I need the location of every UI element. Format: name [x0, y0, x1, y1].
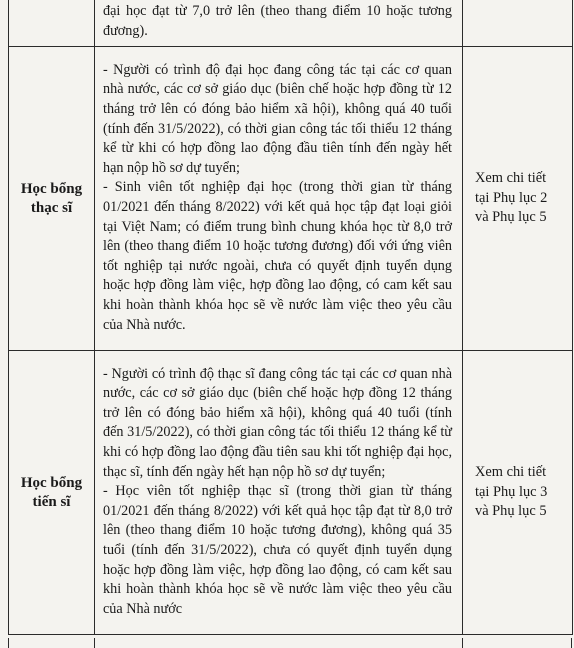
- row-label-line: Học bổng: [20, 180, 83, 197]
- next-row-edge: [8, 638, 572, 648]
- criteria-paragraph: - Sinh viên tốt nghiệp đại học (trong thời gian từ tháng 01/2021 đến tháng 8/2022) với kết quả học tập đạt loại giỏi tại Việt Nam; có điểm trung bình chung khóa học từ 8,0 trở lên (theo thang điểm 10 hoặc tương đương) đối với ứng viên tốt nghiệp tại nước ngoài, chưa có quyết định tuyển dụng hoặc hợp đồng làm việc, hợp đồng lao động, có cam kết sau khi hoàn thành khóa học sẽ về nước làm việc theo yêu cầu của Nhà nước.: [103, 179, 452, 333]
- criteria-cell: [95, 0, 463, 47]
- row-label-cell: [9, 0, 95, 47]
- column-rule: [462, 638, 463, 648]
- criteria-cell: [95, 47, 463, 351]
- criteria-paragraph: - Học viên tốt nghiệp thạc sĩ (trong thời gian từ tháng 01/2021 đến tháng 8/2022) với kết quả học tập đạt từ 8,0 trở lên (theo thang điểm 10 hoặc tương đương), không quá 35 tuổi (tính đến 31/5/2022), chưa có quyết định tuyển dụng hoặc hợp đồng làm việc, hợp đồng lao động, có cam kết sau khi hoàn thành khóa học sẽ về nước làm việc theo yêu cầu của Nhà nước: [103, 483, 452, 617]
- column-rule: [571, 638, 572, 648]
- criteria-paragraph: - Người có trình độ thạc sĩ đang công tác tại các cơ quan nhà nước, các cơ sở giáo dục (biên chế hoặc hợp đồng 12 tháng trở lên có đóng bảo hiểm xã hội), không quá 40 tuổi (tính đến 31/5/2022), có thời gian công tác tối thiểu 12 tháng kể từ khi có hợp đồng lao động đầu tiên sau khi tốt nghiệp đại học, thạc sĩ, tính đến ngày hết hạn nộp hồ sơ dự tuyển;: [103, 365, 452, 480]
- reference-cell: [463, 47, 573, 351]
- reference-cell: [463, 351, 573, 635]
- row-label-line: tiến sĩ: [32, 493, 71, 510]
- column-rule: [8, 638, 9, 648]
- table-row-masters: [9, 47, 573, 351]
- row-label-line: thạc sĩ: [30, 199, 73, 216]
- column-rule: [94, 638, 95, 648]
- criteria-paragraph: đại học đạt từ 7,0 trở lên (theo thang điểm 10 hoặc tương đương).: [103, 3, 452, 39]
- row-label-cell: [9, 47, 95, 351]
- table-row: [9, 0, 573, 47]
- criteria-paragraph: - Người có trình độ đại học đang công tác tại các cơ quan nhà nước, các cơ sở giáo dục (biên chế hoặc hợp đồng từ 12 tháng trở lên có đóng bảo hiểm xã hội), không quá 40 tuổi (tính đến 31/5/2022), có thời gian công tác tối thiểu 12 tháng kể từ khi có hợp đồng lao động đầu tiên tính đến ngày hết hạn nộp hồ sơ dự tuyển;: [103, 61, 452, 176]
- reference-cell: [463, 0, 573, 47]
- reference-line: tại Phụ lục 3: [475, 483, 548, 500]
- reference-line: và Phụ lục 5: [475, 503, 547, 520]
- table-row-doctoral: [9, 351, 573, 635]
- reference-line: và Phụ lục 5: [475, 209, 547, 226]
- row-label-cell: [9, 351, 95, 635]
- scholarship-table: [8, 0, 573, 635]
- reference-line: Xem chi tiết: [475, 170, 547, 187]
- criteria-cell: [95, 351, 463, 635]
- row-label-line: Học bổng: [20, 474, 83, 491]
- reference-line: tại Phụ lục 2: [475, 189, 548, 206]
- reference-line: Xem chi tiết: [475, 464, 547, 481]
